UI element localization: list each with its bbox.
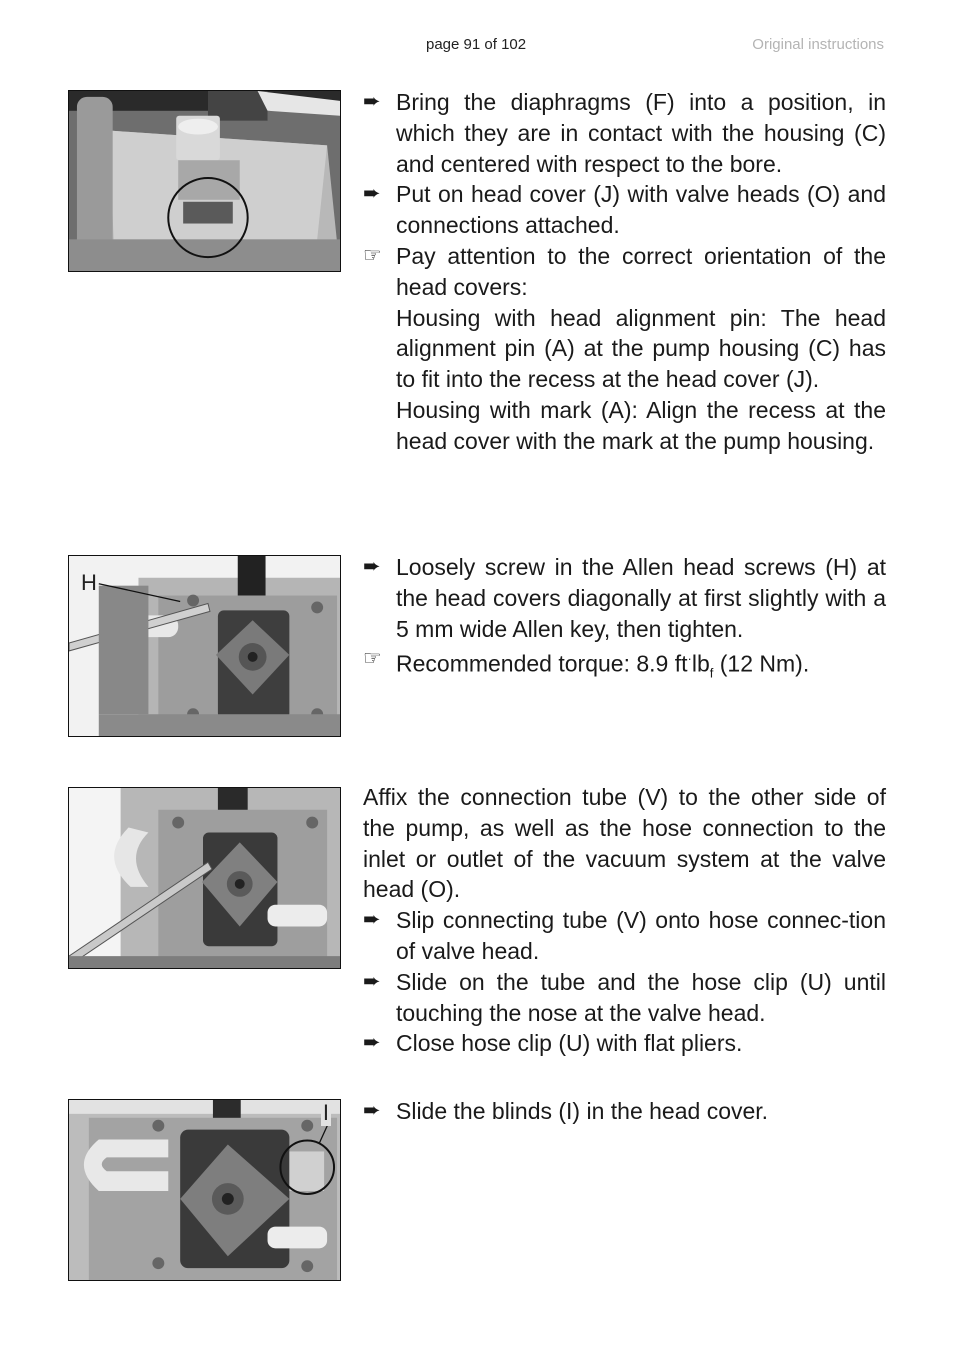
photo-connection-tube: [68, 787, 341, 969]
note-paragraph: Housing with mark (A): Align the recess at the head cover with the mark at the pump housing.: [396, 396, 886, 454]
pointing-hand-icon: ☞: [363, 243, 382, 267]
note-item: ☞ Recommended torque: 8.9 $ft^\cdot lb_f$ (12 Nm).: [363, 644, 886, 689]
list-item: ➨ Slide the blinds (I) in the head cover.: [363, 1096, 886, 1127]
note-paragraph: Housing with head alignment pin: The head alignment pin (A) at the pump housing (C) has to fit into the recess at the head cover (J).: [396, 304, 886, 393]
figure-label-h: H: [81, 570, 97, 595]
text-block-diaphragm: [363, 87, 886, 457]
list-item: ➨ Slide on the tube and the hose clip (U) until touching the nose at the valve head.: [363, 968, 886, 1026]
text-block-screws: [363, 552, 886, 689]
pointing-hand-icon: ☞: [363, 647, 382, 671]
list-item: ➨ Put on head cover (J) with valve heads (O) and connections attached.: [363, 181, 886, 239]
arrow-icon: ➨: [363, 908, 381, 932]
list-item: ➨ Loosely screw in the Allen head screws (H) at the head covers diagonally at first slightly with a 5 mm wide Allen key, then tighten.: [363, 554, 886, 642]
document-type: Original instructions: [752, 36, 884, 53]
arrow-icon: ➨: [363, 1031, 381, 1055]
arrow-icon: ➨: [363, 555, 381, 578]
arrow-icon: ➨: [363, 1099, 381, 1122]
instruction-paragraph: Affix the connection tube (V) to the other side of the pump, as well as the hose connection to the inlet or outlet of the vacuum system at the valve head (O).: [363, 784, 886, 903]
photo-allen-screws: [68, 555, 341, 737]
arrow-icon: ➨: [363, 90, 381, 113]
text-block-tube: [363, 782, 886, 1059]
photo-blinds: [68, 1099, 341, 1281]
list-item: ➨ Bring the diaphragms (F) into a position, in which they are in contact with the housing (C) and centered with respect to the bore.: [363, 89, 886, 177]
note-item: ☞ Pay attention to the correct orientation of the head covers:: [363, 242, 886, 300]
figure-label-i: I: [322, 1100, 329, 1125]
arrow-icon: ➨: [363, 969, 381, 993]
text-block-blinds: [363, 1096, 886, 1127]
page-number: page 91 of 102: [426, 36, 527, 53]
list-item: ➨ Slip connecting tube (V) onto hose connec-tion of valve head.: [363, 907, 886, 964]
list-item: ➨ Close hose clip (U) with flat pliers.: [363, 1028, 886, 1059]
photo-diaphragm-housing: [68, 90, 341, 272]
arrow-icon: ➨: [363, 182, 381, 206]
